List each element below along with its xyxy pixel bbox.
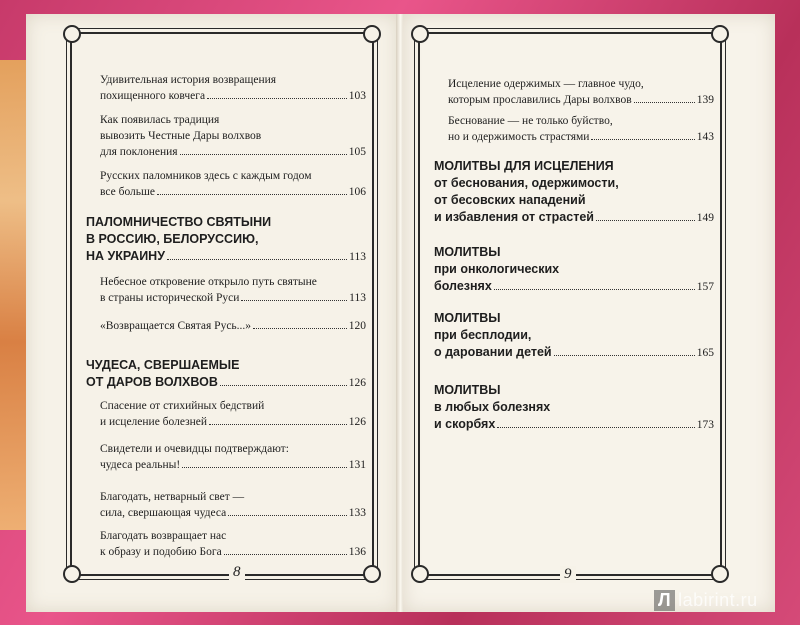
toc-entry-title-end: ОТ ДАРОВ ВОЛХВОВ: [86, 375, 218, 389]
dot-leader: [497, 427, 694, 428]
toc-entry-title-end: похищенного ковчега: [100, 90, 206, 102]
toc-section-entry: [434, 244, 714, 296]
toc-entry-last-line: [86, 505, 366, 521]
toc-page-number: 105: [348, 146, 366, 158]
dot-leader: [207, 98, 347, 99]
toc-entry: [86, 168, 366, 200]
toc-entry-last-line: [86, 248, 366, 266]
toc-entry-last-line: [86, 544, 366, 560]
toc-entry-line: от бесовских нападений: [434, 193, 586, 207]
toc-entry-line: МОЛИТВЫ: [434, 311, 501, 325]
toc-entry-line: в любых болезнях: [434, 400, 551, 414]
toc-entry-line: МОЛИТВЫ ДЛЯ ИСЦЕЛЕНИЯ: [434, 159, 614, 173]
toc-entry-line: Исцеление одержимых — главное чудо,: [448, 78, 644, 90]
watermark-badge: Л: [654, 590, 675, 611]
toc-page-number: 139: [696, 94, 714, 106]
toc-page-number: 173: [696, 419, 714, 431]
toc-entry-title-end: чудеса реальны!: [100, 459, 181, 471]
toc-entry-last-line: [434, 416, 714, 434]
toc-entry-last-line: [434, 92, 714, 108]
toc-entry-line: Благодать возвращает нас: [100, 530, 227, 542]
toc-section-entry: [86, 214, 366, 266]
toc-entry: [86, 398, 366, 430]
dot-leader: [224, 554, 347, 555]
toc-entry-last-line: [86, 290, 366, 306]
toc-entry-last-line: [434, 278, 714, 296]
toc-page-number: 113: [349, 292, 366, 304]
dot-leader: [209, 424, 347, 425]
toc-entry: [86, 318, 366, 334]
toc-entry-title-end: которым прославились Дары волхвов: [448, 94, 632, 106]
toc-page-number: 149: [696, 212, 714, 224]
dot-leader: [228, 515, 347, 516]
toc-entry-last-line: [434, 344, 714, 362]
toc-section-entry: [86, 357, 366, 392]
toc-entry-title-end: и избавления от страстей: [434, 210, 594, 224]
toc-entry-line: Свидетели и очевидцы подтверждают:: [100, 443, 289, 455]
toc-entry-line: при онкологических: [434, 262, 560, 276]
toc-entry: [86, 274, 366, 306]
toc-entry-title-end: сила, свершающая чудеса: [100, 507, 227, 519]
toc-entry: [86, 528, 366, 560]
toc-entry-last-line: [86, 184, 366, 200]
toc-page-number: 113: [349, 251, 366, 263]
toc-entry-title-end: НА УКРАИНУ: [86, 249, 165, 263]
toc-entry-title-end: все больше: [100, 186, 155, 198]
dot-leader: [220, 385, 347, 386]
toc-entry-title-end: о даровании детей: [434, 345, 552, 359]
toc-entry-title-end: болезнях: [434, 279, 492, 293]
toc-page-number: 157: [696, 281, 714, 293]
toc-entry-line: Удивительная история возвращения: [100, 74, 277, 86]
toc-entry-line: Благодать, нетварный свет —: [100, 491, 245, 503]
toc-entry: [86, 72, 366, 104]
dot-leader: [253, 328, 347, 329]
toc-entry: [86, 112, 366, 160]
toc-page-number: 136: [348, 546, 366, 558]
toc-page-number: 106: [348, 186, 366, 198]
dot-leader: [634, 102, 695, 103]
left-page-frame: [70, 32, 374, 576]
toc-entry: [434, 113, 714, 145]
toc-entry-title-end: в страны исторической Руси: [100, 292, 240, 304]
toc-entry-title-end: для поклонения: [100, 146, 178, 158]
dot-leader: [167, 259, 347, 260]
toc-page-number: 126: [348, 416, 366, 428]
toc-entry-line: МОЛИТВЫ: [434, 383, 501, 397]
page-number-right: 9: [560, 566, 576, 583]
toc-entry: [434, 76, 714, 108]
dot-leader: [241, 300, 347, 301]
toc-page-number: 126: [348, 377, 366, 389]
toc-entry-last-line: [86, 88, 366, 104]
toc-entry-line: ЧУДЕСА, СВЕРШАЕМЫЕ: [86, 358, 240, 372]
dot-leader: [591, 139, 694, 140]
watermark: [654, 590, 758, 611]
toc-page-number: 133: [348, 507, 366, 519]
dot-leader: [182, 467, 347, 468]
toc-entry-line: МОЛИТВЫ: [434, 245, 501, 259]
toc-page-number: 103: [348, 90, 366, 102]
toc-entry-title-end: «Возвращается Святая Русь...»: [100, 320, 252, 332]
toc-entry-last-line: [434, 209, 714, 227]
toc-entry-line: Русских паломников здесь с каждым годом: [100, 170, 312, 182]
dot-leader: [596, 220, 695, 221]
toc-entry-line: Небесное откровение открыло путь святыне: [100, 276, 317, 288]
right-toc: [420, 34, 720, 574]
right-page-frame: [418, 32, 722, 576]
toc-entry-last-line: [434, 129, 714, 145]
dot-leader: [554, 355, 695, 356]
toc-entry-last-line: [86, 414, 366, 430]
toc-entry-line: вывозить Честные Дары волхвов: [100, 130, 262, 142]
toc-entry-line: Спасение от стихийных бедствий: [100, 400, 265, 412]
toc-page-number: 165: [696, 347, 714, 359]
toc-section-entry: [434, 158, 714, 227]
toc-entry: [86, 441, 366, 473]
watermark-text: labirint.ru: [678, 590, 758, 610]
toc-entry: [86, 489, 366, 521]
toc-page-number: 120: [348, 320, 366, 332]
toc-section-entry: [434, 382, 714, 434]
toc-page-number: 143: [696, 131, 714, 143]
toc-entry-last-line: [86, 457, 366, 473]
toc-entry-title-end: к образу и подобию Бога: [100, 546, 222, 558]
toc-entry-line: Как появилась традиция: [100, 114, 220, 126]
toc-entry-title-end: и скорбях: [434, 417, 496, 431]
toc-entry-line: от беснования, одержимости,: [434, 176, 619, 190]
dot-leader: [157, 194, 347, 195]
toc-entry-line: при бесплодии,: [434, 328, 532, 342]
left-toc: [72, 34, 372, 574]
toc-entry-line: В РОССИЮ, БЕЛОРУССИЮ,: [86, 232, 259, 246]
toc-section-entry: [434, 310, 714, 362]
toc-entry-line: ПАЛОМНИЧЕСТВО СВЯТЫНИ: [86, 215, 272, 229]
toc-page-number: 131: [348, 459, 366, 471]
dot-leader: [494, 289, 695, 290]
toc-entry-last-line: [86, 318, 366, 334]
toc-entry-line: Беснование — не только буйство,: [448, 115, 613, 127]
page-number-left: 8: [229, 564, 245, 581]
toc-entry-last-line: [86, 374, 366, 392]
toc-entry-title-end: но и одержимость страстями: [448, 131, 590, 143]
toc-entry-last-line: [86, 144, 366, 160]
toc-entry-title-end: и исцеление болезней: [100, 416, 208, 428]
dot-leader: [180, 154, 347, 155]
